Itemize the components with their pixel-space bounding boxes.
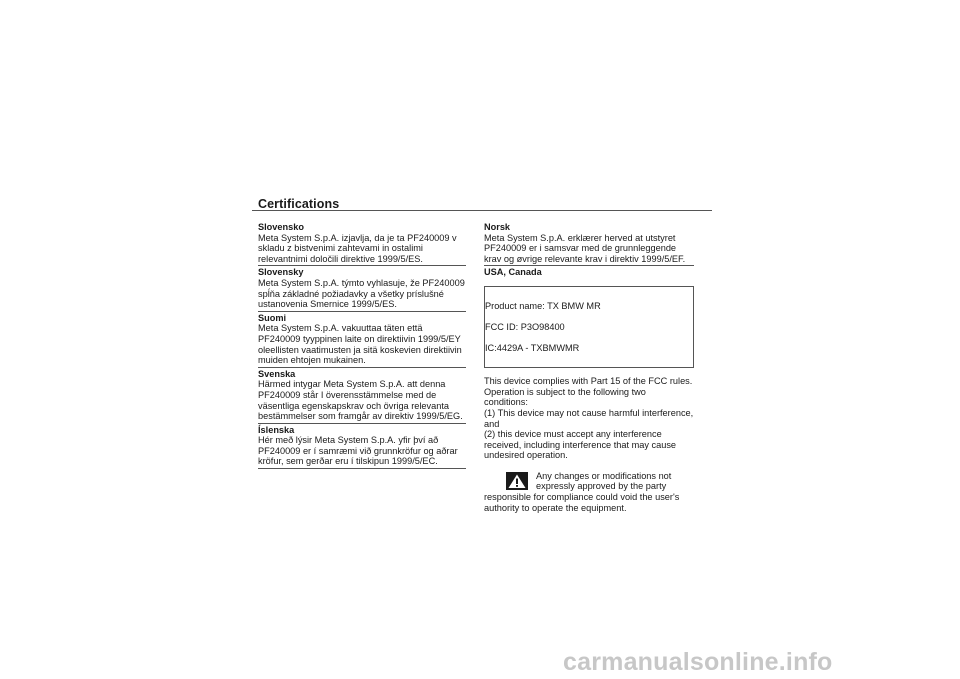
- section-svenska: [258, 369, 466, 424]
- section-heading: Svenska: [258, 368, 296, 379]
- section-heading: Slovensky: [258, 267, 304, 278]
- section-heading: Íslenska: [258, 424, 295, 435]
- section-suomi: [258, 313, 466, 368]
- section-body: Meta System S.p.A. erklærer herved at utstyret PF240009 er i samsvar med de grunnleggende krav og øvrige relevante krav i direktiv 1999/5/EF.: [484, 232, 686, 264]
- page-title: Certifications: [258, 197, 340, 211]
- product-info-box: [484, 286, 694, 368]
- right-column: [484, 222, 694, 513]
- section-heading: Suomi: [258, 312, 287, 323]
- warning-text-rest: responsible for compliance could void the user's authority to operate the equipment.: [484, 492, 680, 513]
- fcc-id: FCC ID: P3O98400: [485, 321, 565, 332]
- left-column: [258, 222, 466, 470]
- section-body: Härmed intygar Meta System S.p.A. att denna PF240009 står I överensstämmelse med de väsentliga egenskapskrav och övriga relevanta bestämmelser som framgår av direktiv 1999/5/EG.: [258, 379, 463, 422]
- fcc-compliance-text: This device complies with Part 15 of the FCC rules. Operation is subject to the following two conditions: (1) This device may not cause harmful interference, and (2) this device must accept any interference received, including interference that may cause undesired operation.: [484, 376, 694, 461]
- usa-canada-heading: USA, Canada: [484, 267, 542, 278]
- section-heading: Norsk: [484, 222, 511, 232]
- ic-number: IC:4429A - TXBMWMR: [485, 342, 580, 353]
- section-slovensky: [258, 267, 466, 311]
- section-body: Hér með lýsir Meta System S.p.A. yfir því að PF240009 er í samræmi við grunnkröfur og aðrar kröfur, sem gerðar eru í tilskipun 1999/5/EC.: [258, 435, 458, 467]
- warning-text-first: Any changes or modifications not expressly approved by the party: [536, 470, 672, 492]
- section-norsk: [484, 222, 694, 266]
- warning-note: [484, 471, 694, 513]
- section-heading: Slovensko: [258, 222, 304, 232]
- section-islenska: [258, 425, 466, 469]
- section-body: Meta System S.p.A. týmto vyhlasuje, že PF240009 spĺňa základné požiadavky a všetky príslušné ustanovenia Smernice 1999/5/ES.: [258, 277, 465, 310]
- section-body: Meta System S.p.A. vakuuttaa täten että PF240009 tyyppinen laite on direktiivin 1999/5/EY oleellisten vaatimusten ja sitä koskevien direktiivin muiden ehtojen mukainen.: [258, 323, 462, 366]
- warning-triangle-icon: [506, 472, 528, 490]
- section-slovensko: [258, 222, 466, 266]
- watermark: carmanualsonline.info: [563, 648, 833, 676]
- section-body: Meta System S.p.A. izjavlja, da je ta PF240009 v skladu z bistvenimi zahtevami in ostalimi relevantnimi določili direktive 1999/5/ES.: [258, 232, 457, 264]
- product-name: Product name: TX BMW MR: [485, 300, 601, 311]
- title-divider: [252, 210, 712, 211]
